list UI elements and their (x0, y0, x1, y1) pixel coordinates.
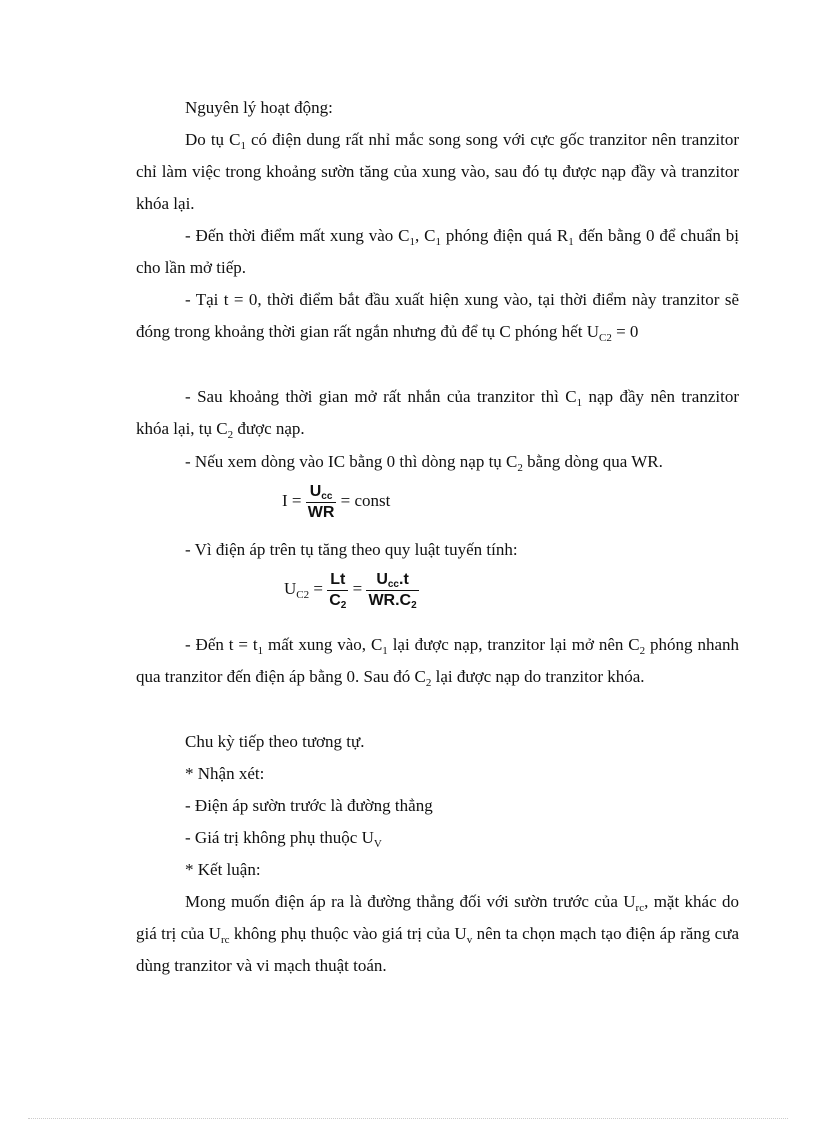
paragraph-4: - Sau khoảng thời gian mở rất nhắn của tranzitor thì $C_1$ nạp đầy nên tranzitor khóa lại, tụ $C_2$ được nạp. (136, 387, 740, 441)
paragraph-3: - Tại t = 0, thời điểm bắt đầu xuất hiện xung vào, tại thời điểm này tranzitor sẽ đóng trong khoảng thời gian rất ngắn nhưng đủ để tụ C phóng hết $U_{C2} = 0$ (136, 290, 739, 344)
fraction-lt-c2: $\frac{Lt}{C2}$ (329, 571, 347, 611)
remark-line-2: - Giá trị không phụ thuộc $U_V$ (185, 828, 382, 850)
conclusion-paragraph: Mong muốn điện áp ra là đường thẳng đối với sườn trước của $U_{rc}$, mặt khác do giá trị của $U_{rc}$ không phụ thuộc vào giá trị của $U_v$ nên ta chọn mạch tạo điện áp răng cưa dùng tranzitor và vi mạch thuật toán. (136, 892, 739, 975)
conclusion-heading: * Kết luận: (185, 860, 261, 879)
paragraph-1: Do tụ $C_1$ có điện dung rất nhỉ mắc song song với cực gốc tranzitor nên tranzitor chỉ làm việc trong khoảng sườn tăng của xung vào, sau đó tụ được nạp đầy và tranzitor khóa lại. (136, 130, 739, 213)
paragraph-5: - Nếu xem dòng vào IC bằng 0 thì dòng nạp tụ $C_2$ bằng dòng qua WR. (185, 452, 663, 474)
equation-current: I = $\frac{\text{Ucc}}{WR}$ = const (282, 483, 391, 521)
remark-heading: * Nhận xét: (185, 764, 265, 783)
section-heading: Nguyên lý hoạt động: (185, 98, 333, 117)
paragraph-7: - Đến $t = t_1$ mất xung vào, $C_1$ lại được nạp, tranzitor lại mở nên $C_2$ phóng nhanh qua tranzitor đến điện áp bằng 0. Sau đó $C_2$ lại được nạp do tranzitor khóa. (136, 635, 739, 689)
equation-voltage: $U_{C2}$ = $\frac{Lt}{C2}$ = $\frac{\text{Ucc.t}}{WR.C2}$ (284, 571, 417, 611)
paragraph-8: Chu kỳ tiếp theo tương tự. (185, 732, 365, 751)
paragraph-2: - Đến thời điểm mất xung vào $C_1$, $C_1$ phóng điện quá $R_1$ đến bằng 0 để chuẩn bị cho lần mở tiếp. (136, 226, 740, 277)
paragraph-6: - Vì điện áp trên tụ tăng theo quy luật tuyến tính: (185, 540, 518, 559)
fraction-ucct-wrc2: $\frac{\text{Ucc.t}}{WR.C2}$ (368, 571, 417, 611)
page-bottom-divider (28, 1118, 788, 1119)
remark-line-1: - Điện áp sườn trước là đường thẳng (185, 796, 433, 815)
fraction-ucc-wr: $\frac{\text{Ucc}}{WR}$ (307, 483, 335, 521)
